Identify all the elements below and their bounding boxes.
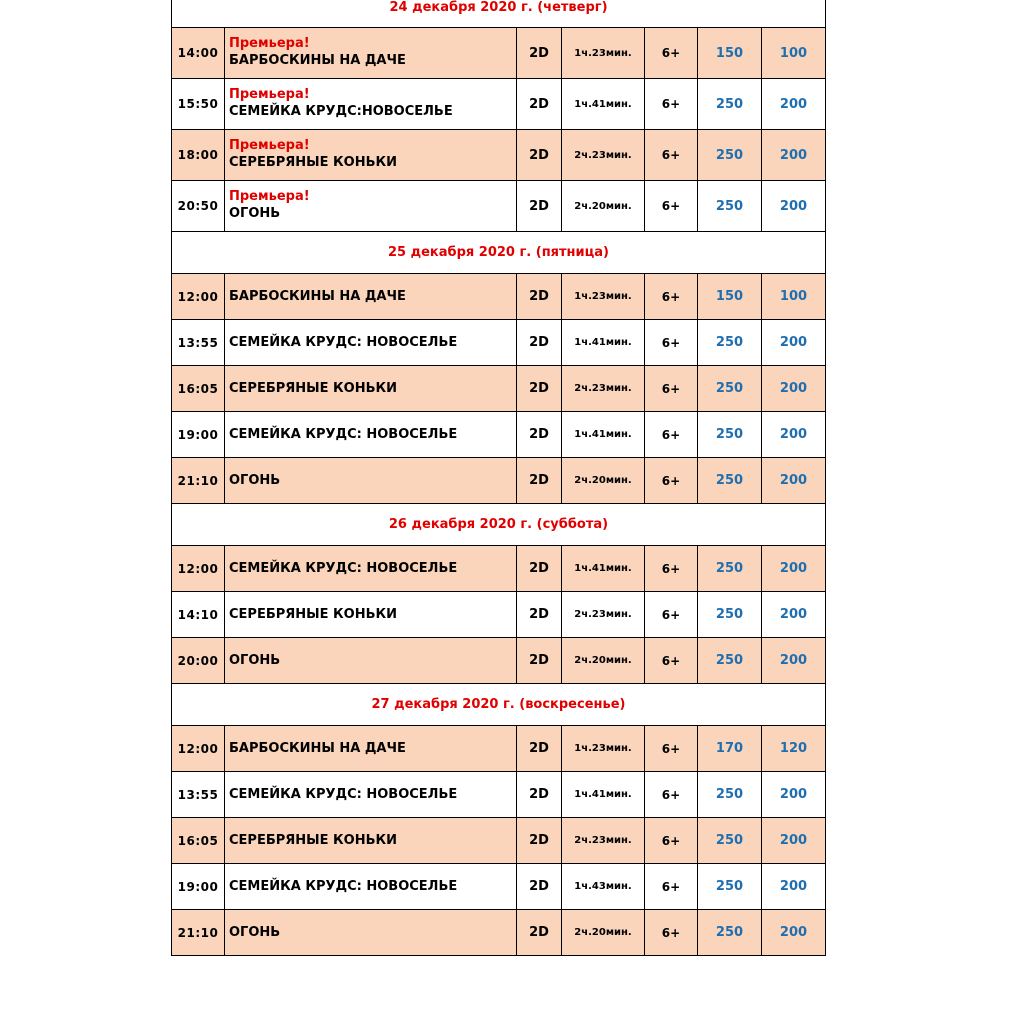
movie-title: ОГОНЬ — [229, 924, 281, 940]
price-cell: 250 — [697, 772, 761, 817]
price-cell-2: 200 — [761, 638, 826, 683]
format-cell: 2D — [516, 320, 561, 365]
format-cell: 2D — [516, 181, 561, 231]
movie-cell — [224, 458, 516, 503]
age-rating-cell: 6+ — [644, 366, 697, 411]
session-time: 12:00 — [171, 546, 224, 591]
price-cell: 250 — [697, 818, 761, 863]
duration-cell: 2ч.23мин. — [561, 818, 644, 863]
session-time: 18:00 — [171, 130, 224, 180]
price-cell-2: 200 — [761, 864, 826, 909]
day-header: 27 декабря 2020 г. (воскресенье) — [171, 684, 826, 726]
session-time: 13:55 — [171, 772, 224, 817]
movie-cell — [224, 910, 516, 955]
price-cell-2: 200 — [761, 818, 826, 863]
age-rating-cell: 6+ — [644, 458, 697, 503]
format-cell: 2D — [516, 274, 561, 319]
format-cell: 2D — [516, 366, 561, 411]
price-cell-2: 120 — [761, 726, 826, 771]
format-cell: 2D — [516, 412, 561, 457]
movie-cell — [224, 320, 516, 365]
duration-cell: 1ч.23мин. — [561, 274, 644, 319]
movie-title: СЕМЕЙКА КРУДС: НОВОСЕЛЬЕ — [229, 334, 458, 350]
duration-cell: 2ч.23мин. — [561, 130, 644, 180]
price-cell-2: 200 — [761, 592, 826, 637]
duration-cell: 1ч.41мин. — [561, 320, 644, 365]
day-header: 25 декабря 2020 г. (пятница) — [171, 232, 826, 274]
movie-title: СЕРЕБРЯНЫЕ КОНЬКИ — [229, 606, 398, 622]
format-cell: 2D — [516, 130, 561, 180]
price-cell: 250 — [697, 638, 761, 683]
price-cell: 250 — [697, 458, 761, 503]
duration-cell: 2ч.20мин. — [561, 638, 644, 683]
duration-cell: 1ч.23мин. — [561, 28, 644, 78]
age-rating-cell: 6+ — [644, 181, 697, 231]
table-row — [171, 79, 826, 130]
session-time: 21:10 — [171, 910, 224, 955]
age-rating-cell: 6+ — [644, 274, 697, 319]
premiere-label: Премьера! — [229, 138, 310, 153]
table-row — [171, 458, 826, 504]
price-cell-2: 200 — [761, 366, 826, 411]
age-rating-cell: 6+ — [644, 546, 697, 591]
movie-cell — [224, 638, 516, 683]
duration-cell: 2ч.20мин. — [561, 181, 644, 231]
table-row — [171, 864, 826, 910]
table-row — [171, 412, 826, 458]
premiere-label: Премьера! — [229, 87, 310, 102]
price-cell-2: 200 — [761, 320, 826, 365]
table-row — [171, 638, 826, 684]
movie-title: СЕРЕБРЯНЫЕ КОНЬКИ — [229, 380, 398, 396]
movie-title: БАРБОСКИНЫ НА ДАЧЕ — [229, 740, 406, 756]
movie-title: СЕМЕЙКА КРУДС: НОВОСЕЛЬЕ — [229, 878, 458, 894]
movie-title: СЕМЕЙКА КРУДС: НОВОСЕЛЬЕ — [229, 426, 458, 442]
format-cell: 2D — [516, 592, 561, 637]
price-cell: 250 — [697, 181, 761, 231]
format-cell: 2D — [516, 910, 561, 955]
price-cell: 250 — [697, 864, 761, 909]
format-cell: 2D — [516, 726, 561, 771]
session-time: 21:10 — [171, 458, 224, 503]
price-cell: 250 — [697, 910, 761, 955]
movie-title: СЕРЕБРЯНЫЕ КОНЬКИ — [229, 155, 398, 170]
age-rating-cell: 6+ — [644, 818, 697, 863]
age-rating-cell: 6+ — [644, 79, 697, 129]
movie-cell — [224, 592, 516, 637]
duration-cell: 1ч.41мин. — [561, 79, 644, 129]
movie-cell — [224, 130, 516, 180]
price-cell-2: 200 — [761, 458, 826, 503]
age-rating-cell: 6+ — [644, 592, 697, 637]
age-rating-cell: 6+ — [644, 638, 697, 683]
price-cell: 250 — [697, 79, 761, 129]
duration-cell: 1ч.43мин. — [561, 864, 644, 909]
price-cell-2: 200 — [761, 181, 826, 231]
movie-cell — [224, 366, 516, 411]
movie-title: БАРБОСКИНЫ НА ДАЧЕ — [229, 288, 406, 304]
session-time: 12:00 — [171, 274, 224, 319]
table-row — [171, 772, 826, 818]
price-cell-2: 200 — [761, 546, 826, 591]
table-row — [171, 910, 826, 956]
price-cell: 250 — [697, 366, 761, 411]
table-row — [171, 130, 826, 181]
session-time: 19:00 — [171, 412, 224, 457]
table-row — [171, 726, 826, 772]
session-time: 14:00 — [171, 28, 224, 78]
movie-cell — [224, 726, 516, 771]
movie-cell — [224, 546, 516, 591]
movie-cell — [224, 181, 516, 231]
format-cell: 2D — [516, 79, 561, 129]
format-cell: 2D — [516, 546, 561, 591]
duration-cell: 2ч.20мин. — [561, 910, 644, 955]
movie-title: СЕМЕЙКА КРУДС:НОВОСЕЛЬЕ — [229, 104, 453, 119]
table-row — [171, 366, 826, 412]
movie-cell — [224, 274, 516, 319]
movie-title: СЕРЕБРЯНЫЕ КОНЬКИ — [229, 832, 398, 848]
movie-title: ОГОНЬ — [229, 472, 281, 488]
age-rating-cell: 6+ — [644, 864, 697, 909]
duration-cell: 1ч.41мин. — [561, 772, 644, 817]
movie-title: ОГОНЬ — [229, 652, 281, 668]
format-cell: 2D — [516, 864, 561, 909]
movie-cell — [224, 772, 516, 817]
session-time: 12:00 — [171, 726, 224, 771]
format-cell: 2D — [516, 772, 561, 817]
premiere-label: Премьера! — [229, 189, 310, 204]
price-cell-2: 200 — [761, 772, 826, 817]
price-cell-2: 100 — [761, 28, 826, 78]
price-cell: 250 — [697, 130, 761, 180]
age-rating-cell: 6+ — [644, 28, 697, 78]
session-time: 15:50 — [171, 79, 224, 129]
schedule-table — [171, 0, 826, 956]
duration-cell: 1ч.41мин. — [561, 412, 644, 457]
movie-cell — [224, 28, 516, 78]
table-row — [171, 181, 826, 232]
age-rating-cell: 6+ — [644, 130, 697, 180]
table-row — [171, 818, 826, 864]
price-cell-2: 200 — [761, 79, 826, 129]
table-row — [171, 546, 826, 592]
session-time: 13:55 — [171, 320, 224, 365]
price-cell: 250 — [697, 592, 761, 637]
format-cell: 2D — [516, 458, 561, 503]
premiere-label: Премьера! — [229, 36, 310, 51]
format-cell: 2D — [516, 638, 561, 683]
age-rating-cell: 6+ — [644, 772, 697, 817]
duration-cell: 1ч.23мин. — [561, 726, 644, 771]
price-cell-2: 200 — [761, 130, 826, 180]
day-header: 26 декабря 2020 г. (суббота) — [171, 504, 826, 546]
session-time: 16:05 — [171, 366, 224, 411]
movie-cell — [224, 412, 516, 457]
movie-title: БАРБОСКИНЫ НА ДАЧЕ — [229, 53, 406, 68]
duration-cell: 2ч.20мин. — [561, 458, 644, 503]
movie-cell — [224, 818, 516, 863]
movie-title: ОГОНЬ — [229, 206, 281, 221]
session-time: 16:05 — [171, 818, 224, 863]
duration-cell: 1ч.41мин. — [561, 546, 644, 591]
price-cell: 150 — [697, 274, 761, 319]
duration-cell: 2ч.23мин. — [561, 366, 644, 411]
age-rating-cell: 6+ — [644, 726, 697, 771]
age-rating-cell: 6+ — [644, 910, 697, 955]
price-cell: 250 — [697, 320, 761, 365]
format-cell: 2D — [516, 28, 561, 78]
session-time: 14:10 — [171, 592, 224, 637]
movie-cell — [224, 79, 516, 129]
table-row — [171, 274, 826, 320]
table-row — [171, 28, 826, 79]
price-cell: 170 — [697, 726, 761, 771]
day-header: 24 декабря 2020 г. (четверг) — [171, 0, 826, 28]
duration-cell: 2ч.23мин. — [561, 592, 644, 637]
price-cell-2: 200 — [761, 412, 826, 457]
session-time: 19:00 — [171, 864, 224, 909]
movie-cell — [224, 864, 516, 909]
price-cell-2: 200 — [761, 910, 826, 955]
price-cell: 150 — [697, 28, 761, 78]
format-cell: 2D — [516, 818, 561, 863]
price-cell: 250 — [697, 546, 761, 591]
price-cell-2: 100 — [761, 274, 826, 319]
age-rating-cell: 6+ — [644, 320, 697, 365]
table-row — [171, 592, 826, 638]
price-cell: 250 — [697, 412, 761, 457]
table-row — [171, 320, 826, 366]
session-time: 20:50 — [171, 181, 224, 231]
session-time: 20:00 — [171, 638, 224, 683]
movie-title: СЕМЕЙКА КРУДС: НОВОСЕЛЬЕ — [229, 560, 458, 576]
movie-title: СЕМЕЙКА КРУДС: НОВОСЕЛЬЕ — [229, 786, 458, 802]
age-rating-cell: 6+ — [644, 412, 697, 457]
